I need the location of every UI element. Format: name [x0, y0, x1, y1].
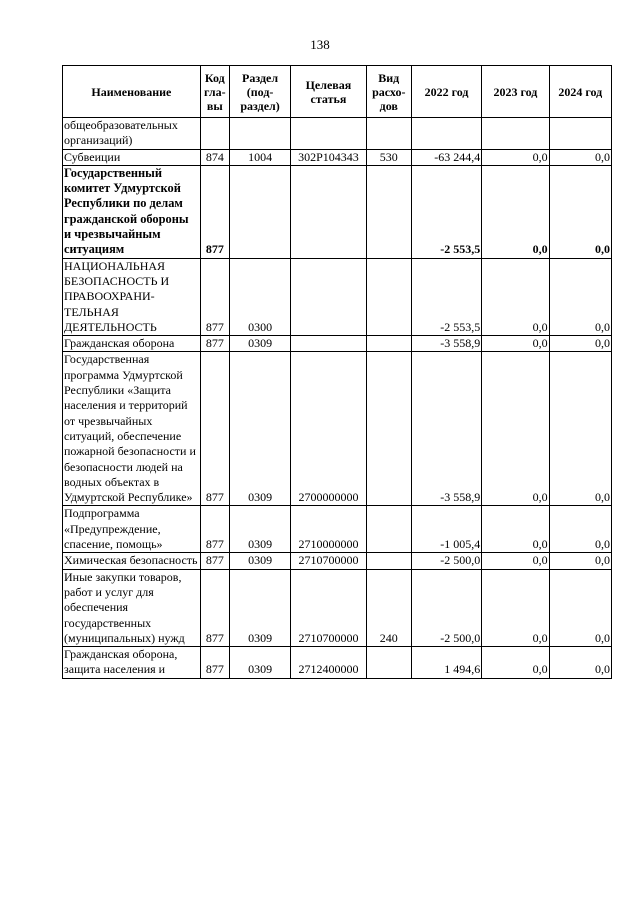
row-section: 0309	[229, 553, 290, 569]
table-row	[63, 149, 612, 165]
row-article: 2710700000	[291, 553, 366, 569]
row-2023: 0,0	[482, 258, 549, 335]
row-expense-type	[366, 506, 411, 553]
row-chapter: 877	[200, 352, 229, 506]
row-expense-type: 530	[366, 149, 411, 165]
row-name: Государственный комитет Удмуртской Республики по делам гражданской обороны и чрезвычайным ситуациям	[63, 165, 201, 258]
row-2024: 0,0	[549, 149, 611, 165]
page-number: 138	[310, 37, 330, 52]
row-expense-type	[366, 258, 411, 335]
row-section: 0309	[229, 569, 290, 646]
table-row	[63, 352, 612, 506]
row-section: 0309	[229, 506, 290, 553]
header-chapter-code: Код гла- вы	[200, 66, 229, 118]
row-2022: -2 553,5	[411, 258, 481, 335]
row-expense-type	[366, 118, 411, 150]
row-2022: -1 005,4	[411, 506, 481, 553]
row-article: 302P104343	[291, 149, 366, 165]
row-section: 0309	[229, 647, 290, 679]
row-article: 2710700000	[291, 569, 366, 646]
row-expense-type: 240	[366, 569, 411, 646]
row-section	[229, 118, 290, 150]
row-chapter	[200, 118, 229, 150]
row-2022: -2 500,0	[411, 569, 481, 646]
row-name: общеобразовательных организаций)	[63, 118, 201, 150]
header-name: Наименование	[63, 66, 201, 118]
table-row	[63, 336, 612, 352]
row-2022: -3 558,9	[411, 336, 481, 352]
row-2024: 0,0	[549, 258, 611, 335]
header-section: Раздел (под- раздел)	[229, 66, 290, 118]
row-expense-type	[366, 553, 411, 569]
table-row	[63, 553, 612, 569]
row-2022: -3 558,9	[411, 352, 481, 506]
row-2023	[482, 118, 549, 150]
row-chapter: 877	[200, 553, 229, 569]
row-2024: 0,0	[549, 165, 611, 258]
row-2022: -2 553,5	[411, 165, 481, 258]
row-name: Химическая безопасность	[63, 553, 201, 569]
header-target-article: Целевая статья	[291, 66, 366, 118]
row-2024: 0,0	[549, 506, 611, 553]
row-section: 0309	[229, 352, 290, 506]
header-2024: 2024 год	[549, 66, 611, 118]
row-2023: 0,0	[482, 553, 549, 569]
row-article: 2700000000	[291, 352, 366, 506]
table-header-row	[63, 66, 612, 118]
table-row	[63, 118, 612, 150]
row-2024: 0,0	[549, 569, 611, 646]
row-chapter: 877	[200, 258, 229, 335]
row-section: 0309	[229, 336, 290, 352]
row-2023: 0,0	[482, 165, 549, 258]
row-2024: 0,0	[549, 352, 611, 506]
row-chapter: 877	[200, 336, 229, 352]
table-row	[63, 165, 612, 258]
row-2023: 0,0	[482, 149, 549, 165]
row-article	[291, 258, 366, 335]
table-row	[63, 258, 612, 335]
row-2024: 0,0	[549, 553, 611, 569]
row-2023: 0,0	[482, 352, 549, 506]
row-chapter: 877	[200, 165, 229, 258]
row-2022	[411, 118, 481, 150]
row-article	[291, 165, 366, 258]
row-section	[229, 165, 290, 258]
row-article: 2710000000	[291, 506, 366, 553]
row-2022: 1 494,6	[411, 647, 481, 679]
row-chapter: 877	[200, 569, 229, 646]
row-2023: 0,0	[482, 647, 549, 679]
row-expense-type	[366, 352, 411, 506]
header-expense-type: Вид расхо- дов	[366, 66, 411, 118]
row-2022: -2 500,0	[411, 553, 481, 569]
row-name: Гражданская оборона, защита населения и	[63, 647, 201, 679]
row-article: 2712400000	[291, 647, 366, 679]
row-expense-type	[366, 165, 411, 258]
row-article	[291, 336, 366, 352]
row-2023: 0,0	[482, 506, 549, 553]
row-expense-type	[366, 647, 411, 679]
row-chapter: 874	[200, 149, 229, 165]
row-2023: 0,0	[482, 569, 549, 646]
row-2022: -63 244,4	[411, 149, 481, 165]
row-section: 1004	[229, 149, 290, 165]
row-name: Субвеиции	[63, 149, 201, 165]
table-row	[63, 506, 612, 553]
row-chapter: 877	[200, 506, 229, 553]
row-name: Иные закупки товаров, работ и услуг для обеспечения государственных (муниципальных) нужд	[63, 569, 201, 646]
row-name: Государственная программа Удмуртской Республики «Защита населения и территорий от чрезвычайных ситуаций, обеспечение пожарной безопасности и безопасности людей на водных объектах в Удмуртской Республике»	[63, 352, 201, 506]
table-row	[63, 647, 612, 679]
row-2024	[549, 118, 611, 150]
row-article	[291, 118, 366, 150]
row-expense-type	[366, 336, 411, 352]
row-2023: 0,0	[482, 336, 549, 352]
row-name: Подпрограмма «Предупреждение, спасение, помощь»	[63, 506, 201, 553]
row-section: 0300	[229, 258, 290, 335]
row-2024: 0,0	[549, 336, 611, 352]
row-2024: 0,0	[549, 647, 611, 679]
row-chapter: 877	[200, 647, 229, 679]
header-2022: 2022 год	[411, 66, 481, 118]
table-row	[63, 569, 612, 646]
budget-table	[62, 65, 612, 679]
header-2023: 2023 год	[482, 66, 549, 118]
row-name: НАЦИОНАЛЬНАЯ БЕЗОПАСНОСТЬ И ПРАВООХРАНИ-ТЕЛЬНАЯ ДЕЯТЕЛЬНОСТЬ	[63, 258, 201, 335]
row-name: Гражданская оборона	[63, 336, 201, 352]
